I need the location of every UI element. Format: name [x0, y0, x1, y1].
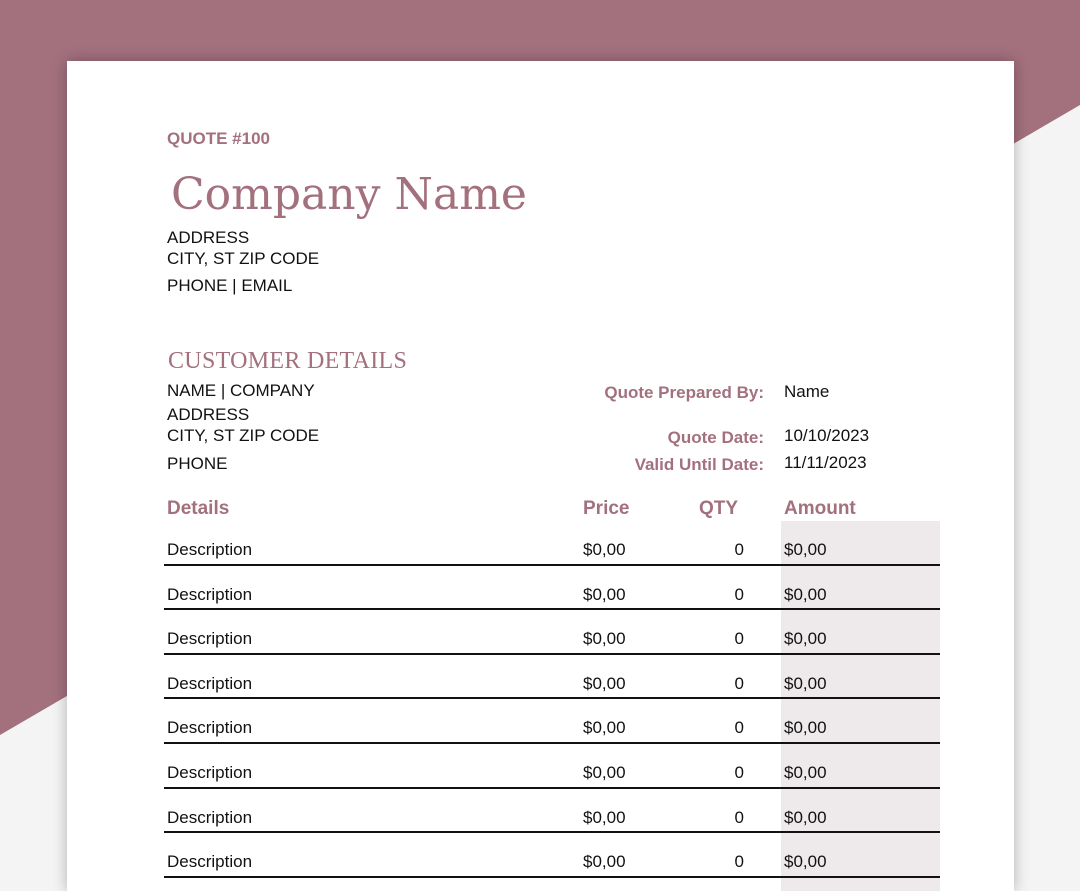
header-amount: Amount	[784, 498, 856, 519]
row-amount: $0,00	[784, 807, 827, 827]
table-row	[164, 744, 940, 789]
row-qty: 0	[734, 852, 744, 872]
company-address: ADDRESS	[167, 228, 250, 247]
row-description: Description	[167, 540, 253, 559]
customer-address: ADDRESS	[167, 405, 250, 424]
table-row	[164, 610, 940, 655]
table-row	[164, 833, 940, 878]
table-row	[164, 521, 940, 566]
row-price: $0,00	[583, 629, 626, 649]
customer-details-title: CUSTOMER DETAILS	[168, 348, 408, 374]
table-row	[164, 566, 940, 611]
row-description: Description	[167, 763, 253, 782]
row-qty: 0	[734, 673, 744, 693]
row-qty: 0	[734, 807, 744, 827]
quote-date-label: Quote Date:	[667, 428, 764, 447]
row-description: Description	[167, 629, 253, 649]
row-price: $0,00	[583, 673, 626, 693]
row-price: $0,00	[583, 584, 626, 604]
table-row	[164, 789, 940, 834]
customer-name: NAME | COMPANY	[167, 381, 315, 400]
row-description: Description	[167, 852, 253, 872]
row-amount: $0,00	[784, 540, 827, 559]
header-qty: QTY	[699, 498, 739, 519]
company-city: CITY, ST ZIP CODE	[167, 249, 320, 268]
row-price: $0,00	[583, 718, 626, 738]
row-amount: $0,00	[784, 763, 827, 782]
row-description: Description	[167, 718, 253, 738]
row-amount: $0,00	[784, 673, 827, 693]
row-price: $0,00	[583, 852, 626, 872]
row-amount: $0,00	[784, 852, 827, 872]
row-description: Description	[167, 673, 253, 693]
customer-phone: PHONE	[167, 454, 228, 473]
company-contact: PHONE | EMAIL	[167, 276, 293, 295]
header-price: Price	[583, 498, 630, 519]
valid-until-label: Valid Until Date:	[634, 455, 764, 474]
prepared-by-value: Name	[784, 382, 830, 401]
row-qty: 0	[734, 540, 744, 559]
row-amount: $0,00	[784, 629, 827, 649]
row-price: $0,00	[583, 807, 626, 827]
row-qty: 0	[734, 763, 744, 782]
row-qty: 0	[734, 718, 744, 738]
valid-until-value: 11/11/2023	[784, 453, 867, 472]
header-details: Details	[167, 498, 230, 519]
row-qty: 0	[734, 584, 744, 604]
row-qty: 0	[734, 629, 744, 649]
row-price: $0,00	[583, 763, 626, 782]
table-row	[164, 699, 940, 744]
row-price: $0,00	[583, 540, 626, 559]
row-description: Description	[167, 584, 253, 604]
table-row	[164, 655, 940, 700]
row-amount: $0,00	[784, 718, 827, 738]
prepared-by-label: Quote Prepared By:	[604, 383, 764, 402]
row-amount: $0,00	[784, 584, 827, 604]
row-divider	[164, 876, 940, 878]
company-name: Company Name	[171, 169, 527, 220]
row-description: Description	[167, 807, 253, 827]
quote-date-value: 10/10/2023	[784, 426, 870, 445]
quote-number: QUOTE #100	[167, 129, 270, 148]
quote-sheet	[67, 61, 1014, 891]
customer-city: CITY, ST ZIP CODE	[167, 426, 320, 445]
